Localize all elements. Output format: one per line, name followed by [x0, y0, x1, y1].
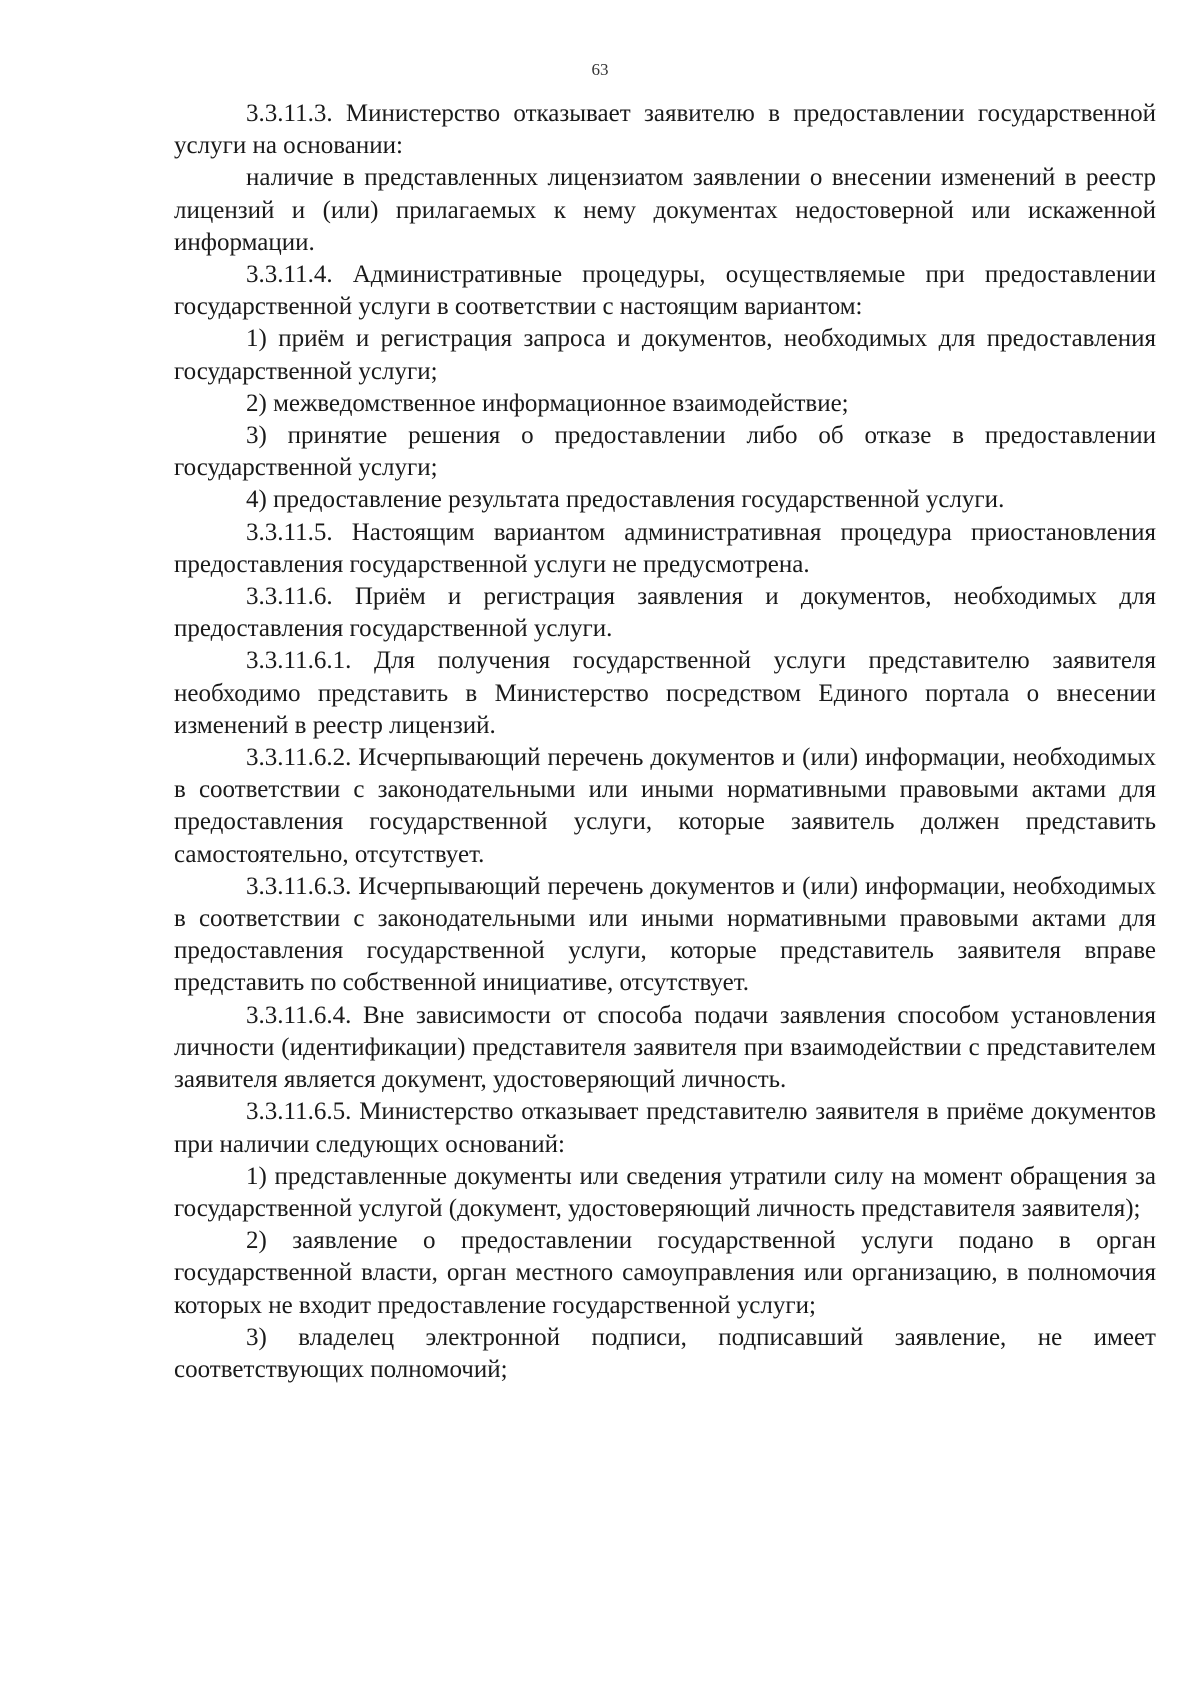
- reason-item-2: 2) заявление о предоставлении государственной услуги подано в орган государственной власти, орган местного самоуправления или организацию, в полномочия которых не входит предоставление государственной услуги;: [174, 1227, 1156, 1319]
- paragraph-3-3-11-6-3: 3.3.11.6.3. Исчерпывающий перечень документов и (или) информации, необходимых в соответствии с законодательными или иными нормативными правовыми актами для предоставления государственной услуги, которые представитель заявителя вправе представить по собственной инициативе, отсутствует.: [174, 872, 1156, 997]
- list-item-4: 4) предоставление результата предоставления государственной услуги.: [246, 486, 1005, 514]
- reason-item-1: 1) представленные документы или сведения утратили силу на момент обращения за государственной услугой (документ, удостоверяющий личность представителя заявителя);: [174, 1162, 1156, 1222]
- list-item-1: 1) приём и регистрация запроса и документов, необходимых для предоставления государственной услуги;: [174, 325, 1156, 385]
- list-item-3: 3) принятие решения о предоставлении либо об отказе в предоставлении государственной услуги;: [174, 422, 1156, 482]
- paragraph-3-3-11-6-4: 3.3.11.6.4. Вне зависимости от способа подачи заявления способом установления личности (идентификации) представителя заявителя при взаимодействии с представителем заявителя является документ, удостоверяющий личность.: [174, 1001, 1156, 1094]
- reason-item-3: 3) владелец электронной подписи, подписавший заявление, не имеет соответствующих полномочий;: [174, 1323, 1156, 1383]
- paragraph-3-3-11-6-5: 3.3.11.6.5. Министерство отказывает представителю заявителя в приёме документов при наличии следующих оснований:: [174, 1098, 1156, 1158]
- paragraph-3-3-11-6-1: 3.3.11.6.1. Для получения государственной услуги представителю заявителя необходимо представить в Министерство посредством Единого портала о внесении изменений в реестр лицензий.: [174, 647, 1156, 739]
- paragraph-3-3-11-5: 3.3.11.5. Настоящим вариантом административная процедура приостановления предоставления государственной услуги не предусмотрена.: [174, 518, 1156, 578]
- list-item-2: 2) межведомственное информационное взаимодействие;: [246, 389, 849, 417]
- document-body: [174, 98, 1156, 1386]
- paragraph-refusal-ground: наличие в представленных лицензиатом заявлении о внесении изменений в реестр лицензий и (или) прилагаемых к нему документах недостоверной или искаженной информации.: [174, 164, 1156, 256]
- paragraph-3-3-11-6-2: 3.3.11.6.2. Исчерпывающий перечень документов и (или) информации, необходимых в соответствии с законодательными или иными нормативными правовыми актами для предоставления государственной услуги, которые заявитель должен представить самостоятельно, отсутствует.: [174, 744, 1156, 868]
- paragraph-3-3-11-6: 3.3.11.6. Приём и регистрация заявления и документов, необходимых для предоставления государственной услуги.: [174, 583, 1156, 643]
- paragraph-3-3-11-4: 3.3.11.4. Административные процедуры, осуществляемые при предоставлении государственной услуги в соответствии с настоящим вариантом:: [174, 261, 1156, 321]
- page-number: 63: [591, 60, 609, 79]
- paragraph-3-3-11-3: 3.3.11.3. Министерство отказывает заявителю в предоставлении государственной услуги на основании:: [174, 100, 1156, 160]
